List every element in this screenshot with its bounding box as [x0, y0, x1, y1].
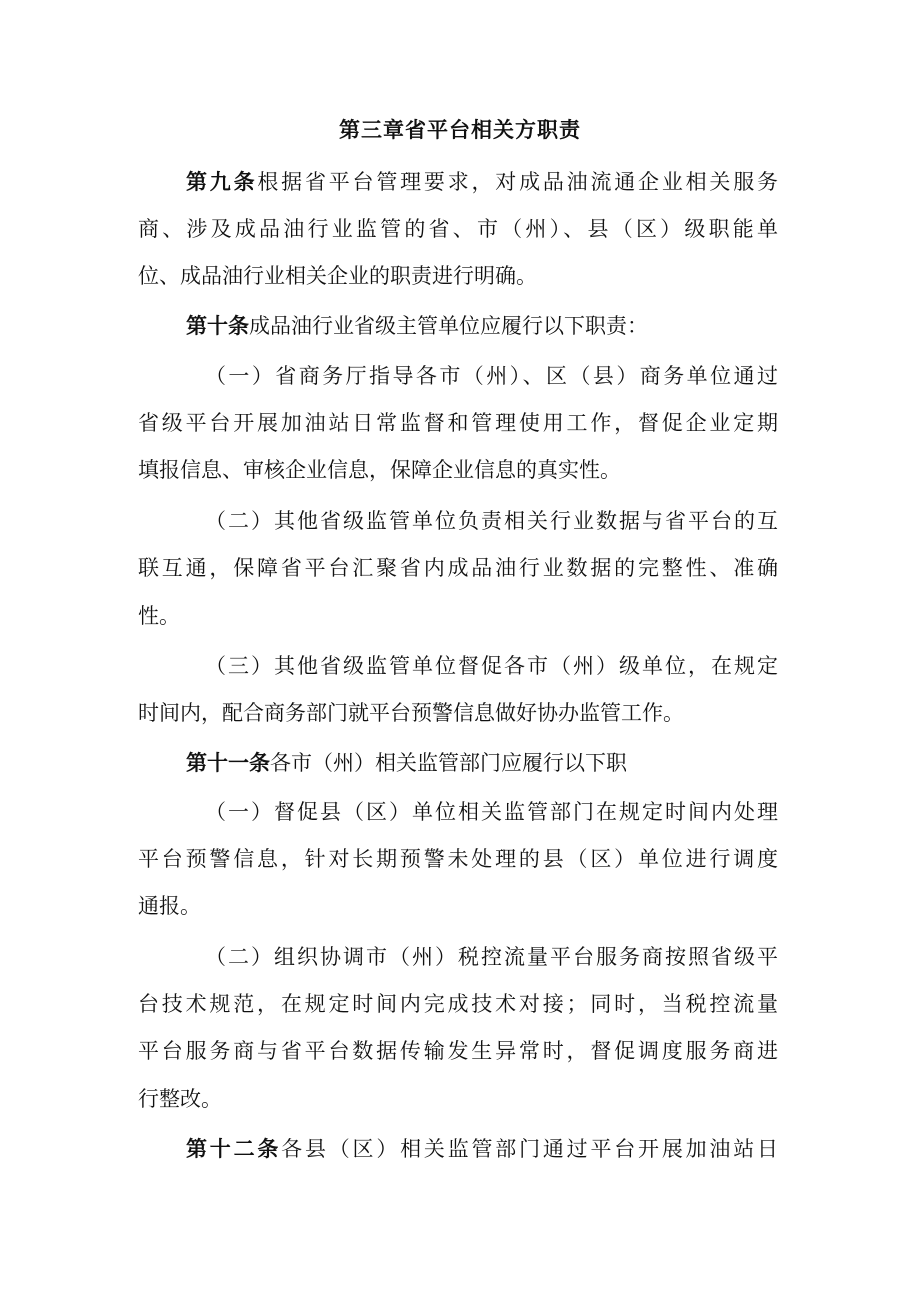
article-10-item-1-line-3: 填报信息、审核企业信息，保障企业信息的真实性。	[138, 458, 621, 482]
article-10-item-1-line-2: 省级平台开展加油站日常监督和管理使用工作，督促企业定期	[138, 411, 778, 435]
article-11-item-2-line-4: 行整改。	[138, 1087, 222, 1111]
article-9-text-1: 根据省平台管理要求，对成品油流通企业相关服务	[257, 170, 778, 194]
article-10-text: 成品油行业省级主管单位应履行以下职责：	[249, 314, 648, 338]
chapter-title: 第三章省平台相关方职责	[339, 118, 581, 142]
article-10-item-2-line-1: （二）其他省级监管单位负责相关行业数据与省平台的互	[205, 509, 778, 533]
article-11-text: 各市（州）相关监管部门应履行以下职	[270, 751, 627, 775]
article-12-text: 各县（区）相关监管部门通过平台开展加油站日	[281, 1137, 778, 1161]
article-10-item-3-line-1: （三）其他省级监管单位督促各市（州）级单位，在规定	[205, 654, 778, 678]
article-11-item-1-line-2: 平台预警信息，针对长期预警未处理的县（区）单位进行调度	[138, 847, 778, 871]
article-9-label: 第九条	[186, 170, 258, 194]
article-10-item-3-line-2: 时间内，配合商务部门就平台预警信息做好协办监管工作。	[138, 701, 684, 725]
article-9-line-1	[186, 166, 778, 198]
article-11-label: 第十一条	[186, 751, 270, 775]
article-11-item-2-line-1: （二）组织协调市（州）税控流量平台服务商按照省级平	[205, 945, 778, 969]
article-9-line-2: 商、涉及成品油行业监管的省、市（州）、县（区）级职能单	[138, 217, 778, 241]
article-12-heading	[186, 1133, 778, 1165]
article-11-item-1-line-1: （一）督促县（区）单位相关监管部门在规定时间内处理	[205, 800, 778, 824]
article-10-item-1-line-1: （一）省商务厅指导各市（州）、区（县）商务单位通过	[205, 364, 778, 388]
article-10-item-2-line-3: 性。	[138, 604, 180, 628]
article-10-label: 第十条	[186, 314, 249, 338]
article-10-heading	[186, 310, 778, 342]
article-10-item-2-line-2: 联互通，保障省平台汇聚省内成品油行业数据的完整性、准确	[138, 556, 778, 580]
article-11-item-2-line-2: 台技术规范，在规定时间内完成技术对接；同时，当税控流量	[138, 992, 778, 1016]
article-11-heading	[186, 747, 778, 779]
article-11-item-1-line-3: 通报。	[138, 894, 201, 918]
article-12-label: 第十二条	[186, 1137, 282, 1161]
article-11-item-2-line-3: 平台服务商与省平台数据传输发生异常时，督促调度服务商进	[138, 1039, 778, 1063]
article-9-line-3: 位、成品油行业相关企业的职责进行明确。	[138, 264, 537, 288]
